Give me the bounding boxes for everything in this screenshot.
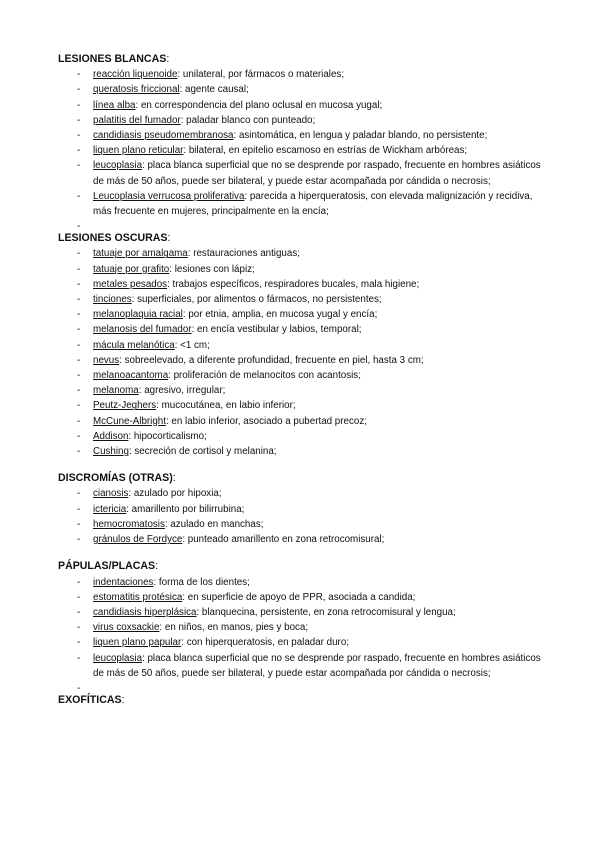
item-description: : mucocutánea, en labio inferior; [156, 400, 296, 412]
item-description: : amarillento por bilirrubina; [126, 503, 245, 515]
list-item: - leucoplasia: placa blanca superficial que no se desprende por raspado, frecuente en hombres asiáticos de más de 50 años, puede ser bilateral, y puede estar acompañada por cándida o necrosis; [77, 652, 541, 679]
item-term: gránulos de Fordyce [93, 534, 183, 546]
item-description: : hipocorticalismo; [128, 430, 207, 442]
section-heading [58, 52, 548, 67]
item-term: nevus [93, 354, 120, 366]
item-term: tatuaje por grafito [93, 263, 170, 275]
section-colon: : [121, 693, 125, 706]
item-term: leucoplasia [93, 160, 143, 172]
list-item: - mácula melanótica: <1 cm; [77, 339, 210, 351]
item-term: reacción liquenoide [93, 69, 178, 81]
item-description: : secreción de cortisol y melanina; [128, 446, 277, 458]
item-description: : punteado amarillento en zona retrocomisural; [182, 534, 385, 546]
list-item: - tatuaje por amalgama: restauraciones antiguas; [77, 248, 300, 260]
list-item: - tinciones: superficiales, por alimentos o fármacos, no persistentes; [77, 294, 382, 306]
item-description: : por etnia, amplia, en mucosa yugal y encía; [182, 309, 378, 321]
item-term: melanoacantoma [93, 370, 169, 382]
item-term: leucoplasia [93, 652, 143, 664]
item-term: Peutz-Jeghers [93, 400, 157, 412]
item-term: Cushing [93, 446, 129, 458]
section-heading [58, 471, 548, 486]
list-item: - virus coxsackie: en niños, en manos, pies y boca; [77, 622, 309, 634]
item-term: McCune-Albright [93, 415, 166, 427]
list-item: - queratosis friccional: agente causal; [77, 84, 249, 96]
item-description: : agente causal; [179, 84, 249, 96]
list-item: - metales pesados: trabajos específicos, respiradores bucales, mala higiene; [77, 278, 420, 290]
section-colon: : [166, 53, 170, 65]
list-item: - cianosis: azulado por hipoxia; [77, 488, 222, 500]
list-item: - melanosis del fumador: en encía vestibular y labios, temporal; [77, 324, 362, 336]
section-title: LESIONES OSCURAS [58, 232, 168, 245]
item-term: melanoma [93, 385, 139, 397]
list-item: - línea alba: en correspondencia del plano oclusal en mucosa yugal; [77, 99, 383, 111]
list-item: - palatitis del fumador: paladar blanco con punteado; [77, 114, 316, 126]
item-description: : con hiperqueratosis, en paladar duro; [181, 637, 349, 649]
list-item: - Leucoplasia verrucosa proliferativa: parecida a hiperqueratosis, con elevada malignización y recidiva, más frecuente en mujeres, principalmente en la encía; [77, 190, 533, 218]
item-term: liquen plano papular [93, 637, 182, 649]
section-title: EXOFÍTICAS [58, 693, 122, 706]
section-lesiones-blancas [58, 52, 548, 233]
list-item: - tatuaje por grafito: lesiones con lápiz; [77, 263, 255, 275]
item-description: : unilateral, por fármacos o materiales; [177, 69, 345, 81]
item-term: metales pesados [93, 278, 168, 290]
item-description: : asintomática, en lengua y paladar blando, no persistente; [233, 130, 488, 142]
section-heading [58, 231, 548, 246]
section-discromias [58, 471, 548, 547]
item-description: : blanquecina, persistente, en zona retrocomisural y lengua; [196, 606, 456, 618]
list-item: - hemocromatosis: azulado en manchas; [77, 518, 264, 530]
list-item: - candidiasis hiperplásica: blanquecina, persistente, en zona retrocomisural y lengua; [77, 606, 456, 618]
item-term: indentaciones [93, 576, 154, 588]
list-item: - liquen plano reticular: bilateral, en epitelio escamoso en estrías de Wickham arbóreas; [77, 145, 468, 157]
list-item: - melanoplaquia racial: por etnia, amplia, en mucosa yugal y encía; [77, 309, 378, 321]
item-description: : placa blanca superficial que no se desprende por raspado, frecuente en hombres asiáticos de más de 50 años, puede ser bilateral, y puede estar acompañada por cándida o necrosis; [93, 652, 541, 679]
item-description: : superficiales, por alimentos o fármacos, no persistentes; [131, 294, 382, 306]
item-term: ictericia [93, 503, 127, 515]
item-description: : restauraciones antiguas; [187, 248, 300, 260]
section-title: LESIONES BLANCAS [58, 53, 167, 65]
item-term: tinciones [93, 294, 132, 306]
list-item: - ictericia: amarillento por bilirrubina; [77, 503, 245, 515]
list-item: - leucoplasia: placa blanca superficial que no se desprende por raspado, frecuente en hombres asiáticos de más de 50 años, puede ser bilateral, y puede estar acompañada por cándida o necrosis; [77, 160, 541, 187]
list-item: - estomatitis protésica: en superficie de apoyo de PPR, asociada a candida; [77, 591, 416, 603]
list-item: - nevus: sobreelevado, a diferente profundidad, frecuente en piel, hasta 3 cm; [77, 354, 424, 366]
item-term: mácula melanótica [93, 339, 175, 351]
item-list: - indentaciones: forma de los dientes; - estomatitis protésica: en superficie de apoyo de PPR, asociada a candida; - candidiasis hiperplásica: blanquecina, persistente, en zona retrocomisural y lengua; - virus coxsackie: en niños, en manos, pies y boca; - liquen plano papular: con hiperqueratosis, en paladar duro; - leucoplasia: placa blanca superficial que no se desprende por raspado, frecuente en hombres asiáticos de más de 50 años, puede ser bilateral, y puede estar acompañada por cándida o necrosis; - [58, 575, 548, 681]
list-item: - candidiasis pseudomembranosa: asintomática, en lengua y paladar blando, no persistente; [77, 130, 488, 142]
item-description: : placa blanca superficial que no se desprende por raspado, frecuente en hombres asiáticos de más de 50 años, puede ser bilateral, y puede estar acompañada por cándida o necrosis; [93, 160, 541, 187]
item-description: : en superficie de apoyo de PPR, asociada a candida; [182, 591, 416, 603]
section-colon: : [167, 232, 171, 245]
item-term: Leucoplasia verrucosa proliferativa [93, 190, 245, 202]
list-item: - melanoma: agresivo, irregular; [77, 385, 226, 397]
section-heading [58, 559, 548, 574]
item-description: : en labio inferior, asociado a pubertad precoz; [165, 415, 367, 427]
document-page [58, 52, 548, 720]
section-colon: : [155, 560, 159, 573]
item-term: cianosis [93, 488, 129, 500]
section-title: PÁPULAS/PLACAS [58, 560, 156, 573]
item-description: : en encía vestibular y labios, temporal; [191, 324, 362, 336]
item-term: hemocromatosis [93, 518, 165, 530]
item-term: queratosis friccional [93, 84, 180, 96]
item-list: - reacción liquenoide: unilateral, por fármacos o materiales; - queratosis friccional: agente causal; - línea alba: en correspondencia del plano oclusal en mucosa yugal; - palatitis del fumador: paladar blanco con punteado; - candidiasis pseudomembranosa: asintomática, en lengua y paladar blando, no persistente; - liquen plano reticular: bilateral, en epitelio escamoso en estrías de Wickham arbóreas; - leucoplasia: placa blanca superficial que no se desprende por raspado, frecuente en hombres asiáticos de más de 50 años, puede ser bilateral, y puede estar acompañada por cándida o necrosis; - Leucoplasia verrucosa proliferativa: parecida a hiperqueratosis, con elevada malignización y recidiva, más frecuente en mujeres, principalmente en la encía; - [58, 67, 548, 219]
item-description: : trabajos específicos, respiradores bucales, mala higiene; [167, 278, 420, 290]
section-colon: : [172, 472, 176, 485]
list-item: - Peutz-Jeghers: mucocutánea, en labio inferior; [77, 400, 296, 412]
item-term: melanoplaquia racial [93, 309, 183, 321]
item-list [58, 486, 548, 547]
item-term: tatuaje por amalgama [93, 248, 188, 260]
item-description: : <1 cm; [174, 339, 210, 351]
item-term: palatitis del fumador [93, 114, 181, 126]
item-term: melanosis del fumador [93, 324, 192, 336]
section-lesiones-oscuras [58, 231, 548, 459]
list-item: - reacción liquenoide: unilateral, por fármacos o materiales; [77, 69, 345, 81]
item-description: : azulado por hipoxia; [128, 488, 222, 500]
item-description: : agresivo, irregular; [138, 385, 226, 397]
item-term: Addison [93, 430, 129, 442]
item-description: : azulado en manchas; [164, 518, 264, 530]
item-term: línea alba [93, 99, 136, 111]
item-description: : lesiones con lápiz; [169, 263, 255, 275]
item-description: : proliferación de melanocitos con acantosis; [168, 370, 361, 382]
list-item: - melanoacantoma: proliferación de melanocitos con acantosis; [77, 370, 361, 382]
item-description: : en correspondencia del plano oclusal en mucosa yugal; [135, 99, 383, 111]
item-term: candidiasis hiperplásica [93, 606, 197, 618]
item-description: : parecida a hiperqueratosis, con elevada malignización y recidiva, más frecuente en mujeres, principalmente en la encía; [93, 190, 533, 218]
section-title: DISCROMÍAS (OTRAS) [58, 472, 173, 485]
item-list [58, 246, 548, 459]
section-heading [58, 693, 548, 708]
item-description: : sobreelevado, a diferente profundidad, frecuente en piel, hasta 3 cm; [119, 354, 424, 366]
item-description: : en niños, en manos, pies y boca; [159, 622, 309, 634]
list-item: - McCune-Albright: en labio inferior, asociado a pubertad precoz; [77, 415, 367, 427]
item-description: : bilateral, en epitelio escamoso en estrías de Wickham arbóreas; [183, 145, 468, 157]
item-term: candidiasis pseudomembranosa [93, 130, 234, 142]
list-item: - Cushing: secreción de cortisol y melanina; [77, 446, 277, 458]
item-description: : forma de los dientes; [153, 576, 250, 588]
item-term: estomatitis protésica [93, 591, 183, 603]
item-description: : paladar blanco con punteado; [180, 114, 316, 126]
list-item: - Addison: hipocorticalismo; [77, 430, 207, 442]
item-term: virus coxsackie [93, 622, 160, 634]
section-exofiticas [58, 693, 548, 708]
list-item: - indentaciones: forma de los dientes; [77, 576, 250, 588]
list-item: - liquen plano papular: con hiperqueratosis, en paladar duro; [77, 637, 349, 649]
item-term: liquen plano reticular [93, 145, 184, 157]
list-item: - gránulos de Fordyce: punteado amarillento en zona retrocomisural; [77, 534, 385, 546]
section-papulas-placas [58, 559, 548, 694]
